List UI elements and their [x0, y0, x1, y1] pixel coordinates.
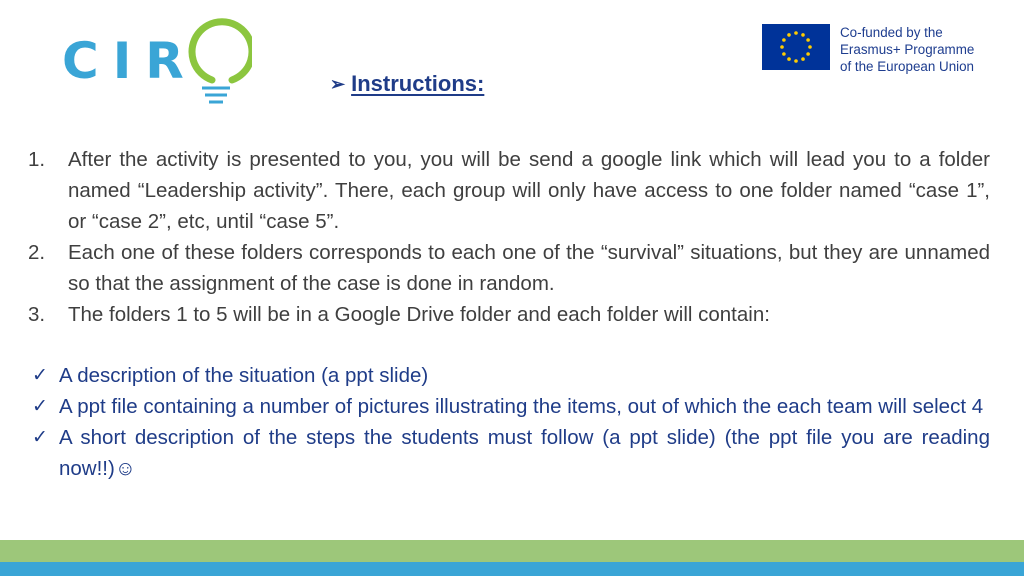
list-item-text: After the activity is presented to you, you will be send a google link which will lead you to a folder named “Leadership activity”. There, each group will only have access to one folder named “case 1”, or “case 2”, etc, until “case 5”.	[68, 148, 990, 233]
checkmark-icon: ✓	[32, 427, 48, 448]
list-item	[28, 237, 990, 299]
checkmark-icon: ✓	[32, 396, 48, 417]
footer-band-green	[0, 540, 1024, 562]
list-item	[28, 144, 990, 237]
footer-band-blue	[0, 562, 1024, 576]
arrow-bullet-icon: ➢	[330, 73, 346, 94]
checklist-item-text: A description of the situation (a ppt slide)	[59, 364, 429, 387]
heading-text: Instructions:	[351, 71, 485, 96]
lightbulb-icon	[62, 18, 252, 110]
checkmark-icon: ✓	[32, 365, 48, 386]
list-item-text: Each one of these folders corresponds to each one of the “survival” situations, but they are unnamed so that the assignment of the case is done in random.	[68, 241, 990, 295]
numbered-instructions-list	[28, 144, 990, 330]
list-item-number: 2.	[28, 241, 46, 264]
folder-contents-checklist	[32, 360, 990, 484]
list-item-text: The folders 1 to 5 will be in a Google Drive folder and each folder will contain:	[68, 303, 770, 326]
checklist-item	[32, 360, 990, 391]
instructions-heading	[330, 71, 484, 97]
ciro-logo-letters: CIR	[62, 32, 198, 90]
eu-cofunded-badge	[762, 24, 1002, 74]
eu-flag-icon	[762, 24, 830, 70]
eu-funding-text	[840, 24, 1010, 75]
eu-text-line-3: of the European Union	[840, 59, 975, 74]
ciro-logo	[62, 18, 252, 110]
eu-text-line-1: Co-funded by the	[840, 25, 943, 40]
list-item	[28, 299, 990, 330]
checklist-item	[32, 422, 990, 484]
list-item-number: 3.	[28, 303, 46, 326]
checklist-item-text: A short description of the steps the students must follow (a ppt slide) (the ppt file you are reading now!!)☺	[59, 426, 990, 480]
checklist-item-text: A ppt file containing a number of pictures illustrating the items, out of which the each team will select 4	[59, 395, 984, 418]
list-item-number: 1.	[28, 148, 46, 171]
eu-text-line-2: Erasmus+ Programme	[840, 42, 975, 57]
checklist-item	[32, 391, 990, 422]
